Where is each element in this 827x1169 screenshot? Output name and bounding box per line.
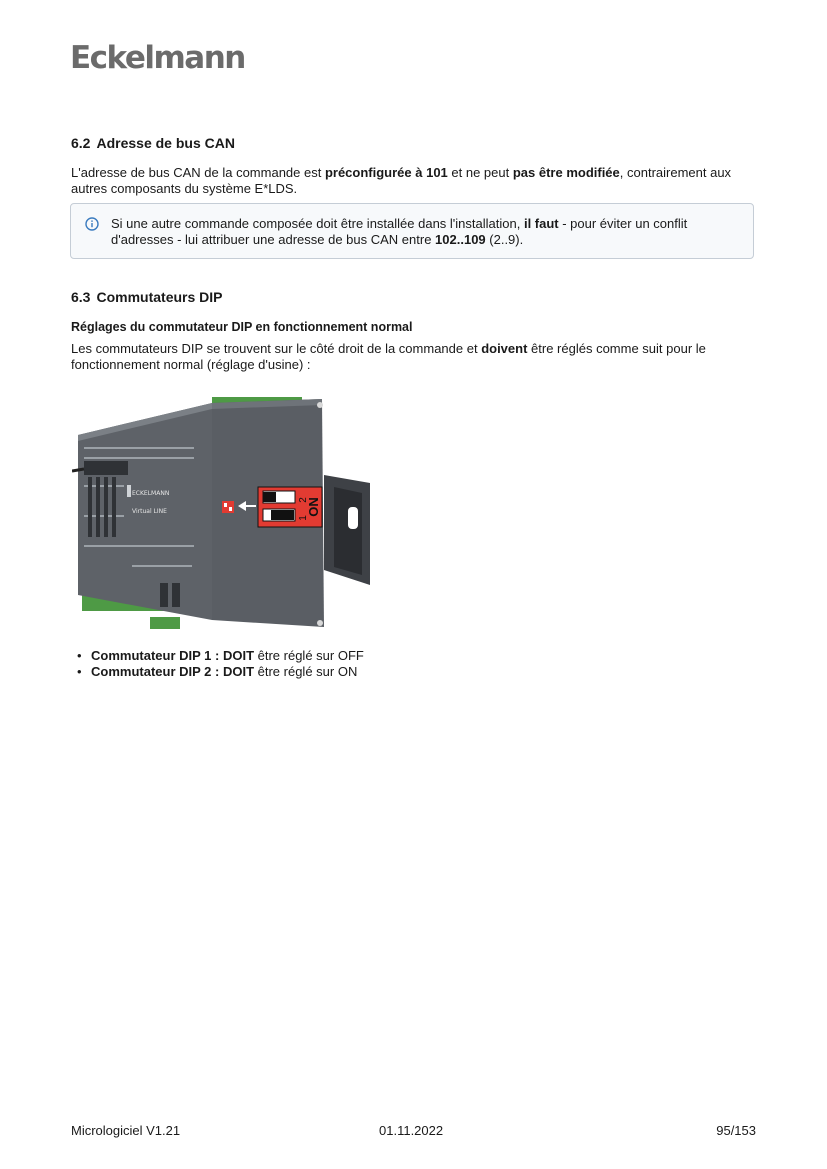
text-run: être réglés comme suit pour le fonctionnement normal (réglage d'usine) :	[71, 341, 706, 372]
text-run-bold: doivent	[481, 341, 528, 356]
text-run: (2..9).	[485, 232, 524, 247]
footer-page-number: 95/153	[716, 1123, 756, 1138]
port	[160, 583, 168, 607]
section-number: 6.3	[71, 289, 91, 305]
eckelmann-logo: Eckelmann	[70, 40, 245, 76]
dip-switch-small-lever	[224, 503, 227, 507]
text-run: et ne peut	[447, 165, 513, 180]
footer-firmware: Micrologiciel V1.21	[71, 1123, 181, 1138]
section-title: Adresse de bus CAN	[96, 135, 235, 151]
section-heading-6-3	[71, 289, 223, 305]
info-box	[70, 203, 754, 259]
text-run-bold: 102..109	[435, 232, 486, 247]
section-heading-6-2	[71, 135, 235, 151]
text-run: être réglé sur ON	[254, 664, 358, 679]
text-run-bold: il faut	[523, 216, 559, 231]
text-run-bold: DOIT	[222, 664, 255, 679]
text-run: L'adresse de bus CAN de la commande est	[71, 165, 325, 180]
section-number: 6.2	[71, 135, 91, 151]
list-item	[77, 648, 364, 664]
din-rail-slot	[348, 507, 358, 529]
paragraph-dip	[71, 341, 761, 373]
text-run-bold: Commutateur DIP 1 :	[91, 648, 223, 663]
dip-settings-list	[77, 648, 364, 680]
dip-switch-small	[222, 501, 234, 513]
text-run: - pour éviter un conflit d'adresses - lui attribuer une adresse de bus CAN entre	[111, 216, 688, 247]
dip-label-1: 1	[298, 515, 309, 521]
text-run: , contrairement aux autres composants du système E*LDS.	[71, 165, 732, 196]
text-run-bold: Commutateur DIP 2 :	[91, 664, 223, 679]
text-run-bold: DOIT	[222, 648, 255, 663]
dip-label-2: 2	[298, 497, 309, 503]
dip-label-on: ON	[306, 497, 321, 517]
list-item	[77, 664, 364, 680]
dip-switch-small-lever	[229, 507, 232, 511]
section-title: Commutateurs DIP	[96, 289, 223, 305]
subheading-dip-normal: Réglages du commutateur DIP en fonctionnement normal	[71, 320, 413, 334]
din-rail-inner	[334, 487, 362, 575]
controller-dip-switch-figure	[72, 395, 392, 635]
cable	[72, 469, 84, 471]
info-text	[111, 216, 741, 248]
screw	[317, 402, 323, 408]
front-product-text: Virtual LINE	[132, 508, 167, 515]
dip-switch-2-lever	[271, 510, 294, 520]
info-icon	[85, 217, 99, 231]
text-run-bold: préconfigurée à 101	[324, 165, 448, 180]
text-run: Les commutateurs DIP se trouvent sur le côté droit de la commande et	[71, 341, 482, 356]
terminal-block	[150, 617, 180, 629]
footer-date: 01.11.2022	[379, 1123, 444, 1138]
paragraph-can-address	[71, 165, 761, 197]
port	[172, 583, 180, 607]
led	[127, 485, 131, 497]
text-run-bold: pas être modifiée	[512, 165, 620, 180]
front-brand-text: ECKELMANN	[132, 490, 170, 497]
dip-switch-1-lever	[263, 492, 276, 502]
text-run: Si une autre commande composée doit être installée dans l'installation,	[111, 216, 524, 231]
text-run: être réglé sur OFF	[254, 648, 364, 663]
screw	[317, 620, 323, 626]
